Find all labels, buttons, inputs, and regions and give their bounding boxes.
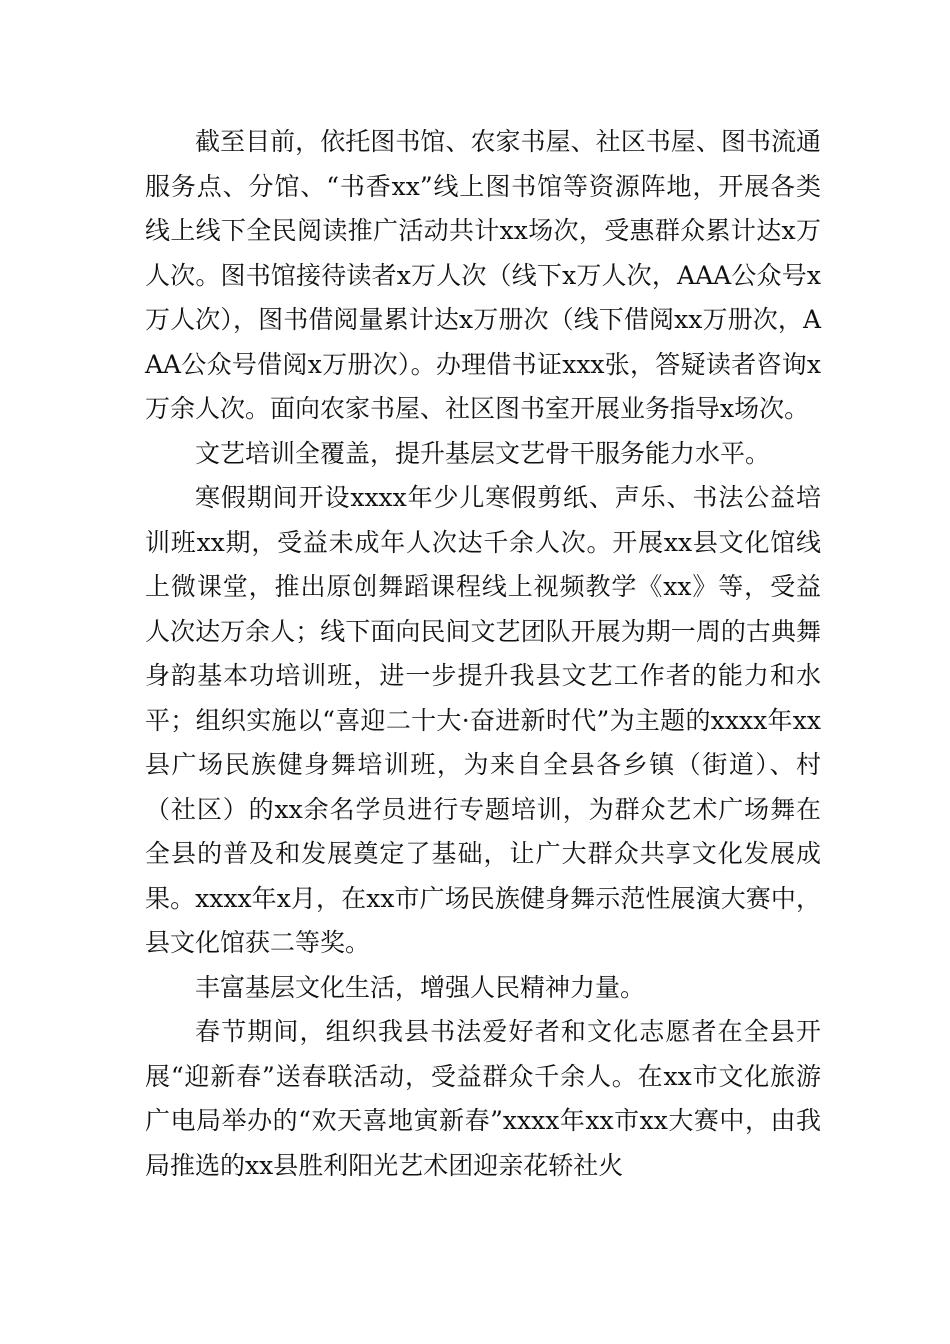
paragraph-arts-training: 寒假期间开设xxxx年少儿寒假剪纸、声乐、书法公益培训班xx期，受益未成年人次达千余人次。开展xx县文化馆线上微课堂，推出原创舞蹈课程线上视频教学《xx》等，受益人次达万余人；线下面向民间文艺团队开展为期一周的古典舞身韵基本功培训班，进一步提升我县文艺工作者的能力和水平；组织实施以“喜迎二十大·奋进新时代”为主题的xxxx年xx县广场民族健身舞培训班，为来自全县各乡镇（街道）、村（社区）的xx余名学员进行专题培训，为群众艺术广场舞在全县的普及和发展奠定了基础，让广大群众共享文化发展成果。xxxx年x月，在xx市广场民族健身舞示范性展演大赛中，县文化馆获二等奖。 [145, 483, 821, 957]
document-body [145, 120, 821, 1188]
section-heading-cultural-life: 丰富基层文化生活，增强人民精神力量。 [195, 972, 646, 1002]
section-heading-arts-training: 文艺培训全覆盖，提升基层文艺骨干服务能力水平。 [195, 438, 771, 468]
paragraph-spring-festival: 春节期间，组织我县书法爱好者和文化志愿者在全县开展“迎新春”送春联活动，受益群众千余人。在xx市文化旅游广电局举办的“欢天喜地寅新春”xxxx年xx市xx大赛中，由我局推选的xx县胜利阳光艺术团迎亲花轿社火 [145, 1017, 821, 1180]
paragraph-reading-promotion: 截至目前，依托图书馆、农家书屋、社区书屋、图书流通服务点、分馆、“书香xx”线上图书馆等资源阵地，开展各类线上线下全民阅读推广活动共计xx场次，受惠群众累计达x万人次。图书馆接待读者x万人次（线下x万人次，AAA公众号x万人次），图书借阅量累计达x万册次（线下借阅xx万册次，AAA公众号借阅x万册次）。办理借书证xxx张，答疑读者咨询x万余人次。面向农家书屋、社区图书室开展业务指导x场次。 [145, 127, 821, 423]
